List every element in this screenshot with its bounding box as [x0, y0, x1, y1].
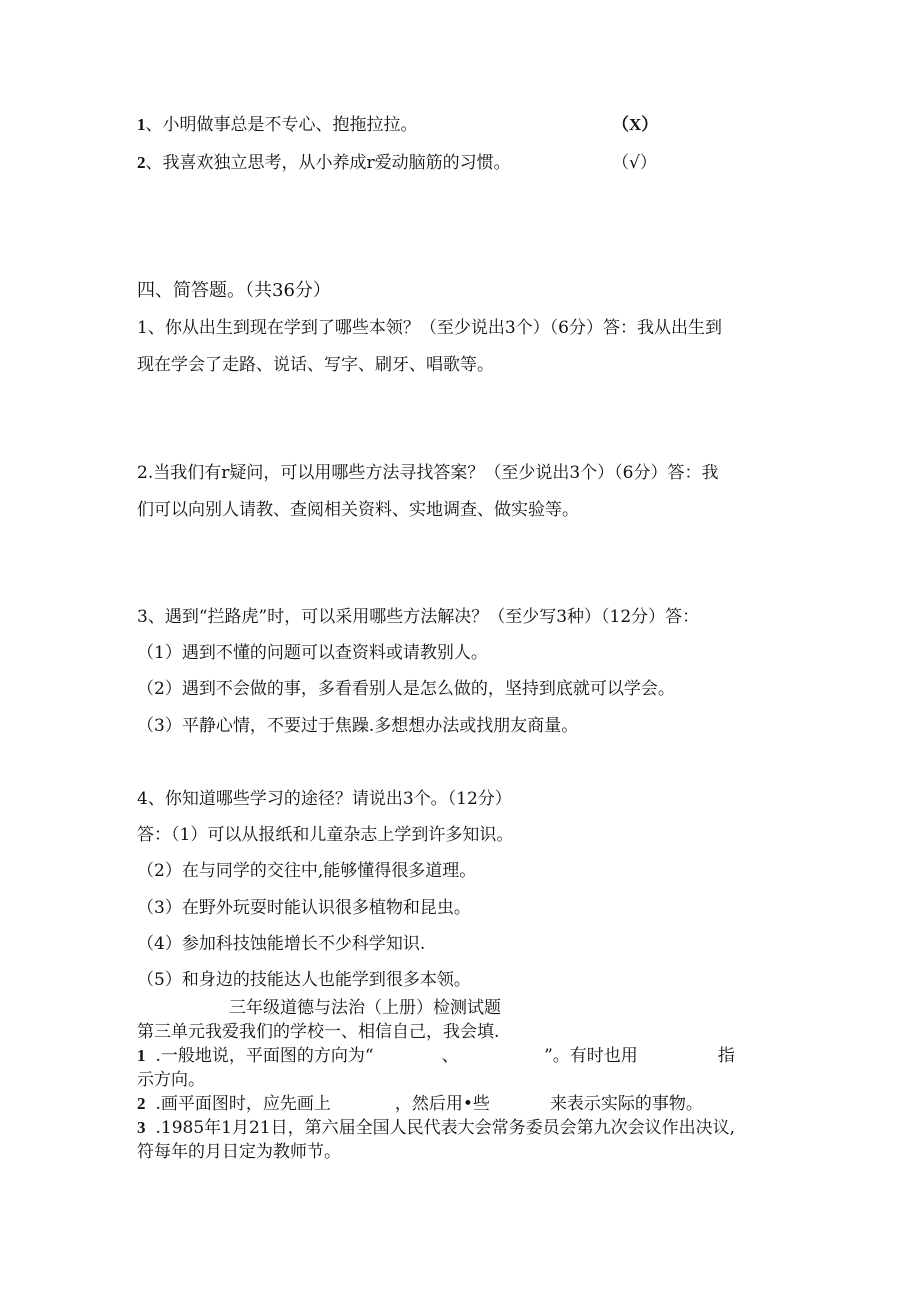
q4-line1: 4、你知道哪些学习的途径？请说出3个。（12分）	[137, 789, 512, 809]
fill-3-continued: 符每年的月日定为教师节。	[137, 1142, 341, 1162]
fill-3-part-a: .1985年1月21日，第六届全国人民代表大会常务委员会第九次会议作出决议,	[155, 1118, 736, 1138]
q4-answer-3: （3）在野外玩耍时能认识很多植物和昆虫。	[137, 898, 471, 918]
judge-item-2-mark: （√）	[612, 153, 657, 173]
judge-item-1-mark: （X）	[612, 115, 659, 134]
q4-answer-2: （2）在与同学的交往中,能够懂得很多道理。	[137, 861, 477, 881]
q3-line1: 3、遇到“拦路虎”时，可以采用哪些方法解决？（至少写3种）（12分）答：	[137, 607, 700, 627]
q3-answer-1: （1）遇到不懂的问题可以查资料或请教别人。	[137, 643, 488, 663]
q4-answer-1: 答：（1）可以从报纸和儿童杂志上学到许多知识。	[137, 825, 514, 845]
section4-heading: 四、简答题。（共36分）	[137, 280, 331, 301]
judge-item-number: 2	[137, 153, 146, 172]
fill-1-continued: 示方向。	[137, 1070, 205, 1090]
judge-item-text: 、小明做事总是不专心、抱拖拉拉。	[145, 115, 418, 135]
q3-answer-2: （2）遇到不会做的事，多看看别人是怎么做的，坚持到底就可以学会。	[137, 679, 675, 699]
fill-1-part-c: ”。有时也用	[544, 1046, 638, 1066]
judge-item-text: 、我喜欢独立思考，从小养成r爱动脑筋的习惯。	[145, 153, 511, 173]
fill-2-part-a: .画平面图时，应先画上	[155, 1094, 331, 1114]
unit3-title: 三年级道德与法治（上册）检测试题	[229, 998, 501, 1018]
q2-line1: 2.当我们有r疑问，可以用哪些方法寻找答案？（至少说出3个）（6分）答：我	[137, 463, 719, 483]
fill-1-part-b: 、	[441, 1046, 451, 1066]
fill-2-part-b: ，然后用•些	[394, 1094, 490, 1114]
fill-number: 3	[137, 1118, 146, 1137]
q1-line2: 现在学会了走路、说话、写字、刷牙、唱歌等。	[137, 355, 494, 375]
q3-answer-3: （3）平静心情，不要过于焦躁.多想想办法或找朋友商量。	[137, 716, 579, 736]
q2-line2: 们可以向别人请教、查阅相关资料、实地调查、做实验等。	[137, 500, 579, 520]
fill-2-part-c: 来表示实际的事物。	[549, 1094, 703, 1114]
fill-2	[137, 1093, 703, 1115]
fill-number: 1	[137, 1046, 146, 1065]
fill-3	[137, 1117, 735, 1139]
judge-item-number: 1	[137, 115, 146, 134]
q4-answer-5: （5）和身边的技能达人也能学到很多本领。	[137, 970, 471, 990]
fill-1	[137, 1045, 735, 1067]
fill-number: 2	[137, 1094, 146, 1113]
q4-answer-4: （4）参加科技蚀能增长不少科学知识.	[137, 934, 426, 954]
fill-1-part-a: .一般地说，平面图的方向为“	[155, 1046, 374, 1066]
fill-1-part-d: 指	[717, 1046, 735, 1066]
judge-item-1	[137, 114, 418, 136]
unit3-subtitle: 第三单元我爱我们的学校一、相信自己，我会填.	[137, 1022, 500, 1042]
q1-line1: 1、你从出生到现在学到了哪些本领？（至少说出3个）（6分）答：我从出生到	[137, 318, 722, 338]
judge-item-2	[137, 152, 511, 174]
